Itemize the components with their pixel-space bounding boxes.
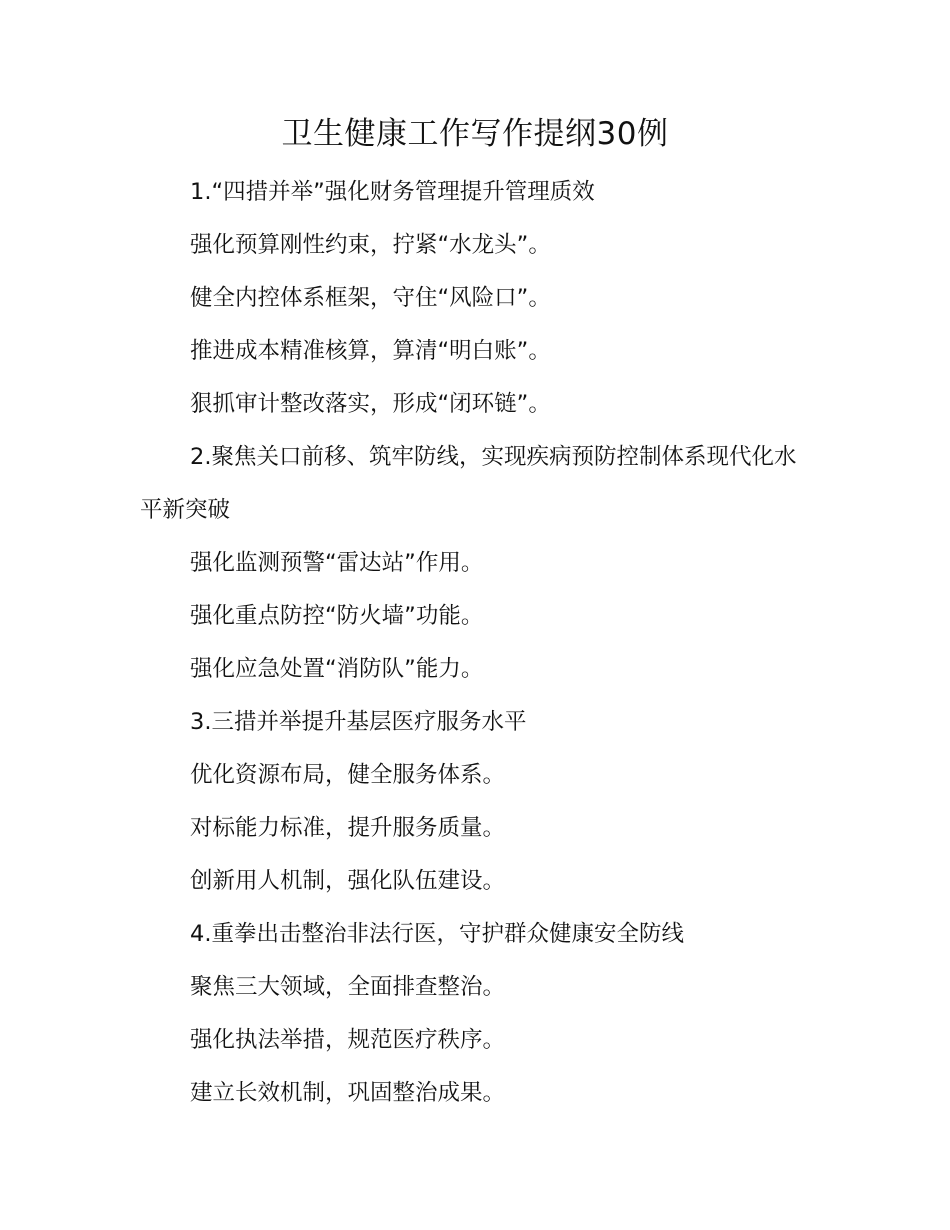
heading-1: 1.“四措并举”强化财务管理提升管理质效 [190, 179, 595, 205]
paragraph: 强化监测预警“雷达站”作用。 [190, 550, 484, 576]
document-body [140, 166, 816, 1120]
heading-3: 3.三措并举提升基层医疗服务水平 [190, 709, 527, 735]
paragraph: 强化预算刚性约束，拧紧“水龙头”。 [190, 232, 551, 258]
paragraph: 狠抓审计整改落实，形成“闭环链”。 [190, 391, 551, 417]
heading-2: 2.聚焦关口前移、筑牢防线，实现疾病预防控制体系现代化水平新突破 [140, 444, 797, 523]
paragraph: 强化执法举措，规范医疗秩序。 [190, 1027, 506, 1053]
paragraph: 健全内控体系框架，守住“风险口”。 [190, 285, 551, 311]
paragraph: 建立长效机制，巩固整治成果。 [190, 1080, 506, 1106]
paragraph: 强化重点防控“防火墙”功能。 [190, 603, 484, 629]
paragraph: 优化资源布局，健全服务体系。 [190, 762, 506, 788]
paragraph: 创新用人机制，强化队伍建设。 [190, 868, 506, 894]
paragraph: 对标能力标准，提升服务质量。 [190, 815, 506, 841]
paragraph: 推进成本精准核算，算清“明白账”。 [190, 338, 551, 364]
paragraph: 强化应急处置“消防队”能力。 [190, 656, 484, 682]
heading-4: 4.重拳出击整治非法行医，守护群众健康安全防线 [190, 921, 684, 947]
paragraph: 聚焦三大领域，全面排查整治。 [190, 974, 506, 1000]
document-title: 卫生健康工作写作提纲30例 [281, 116, 669, 152]
